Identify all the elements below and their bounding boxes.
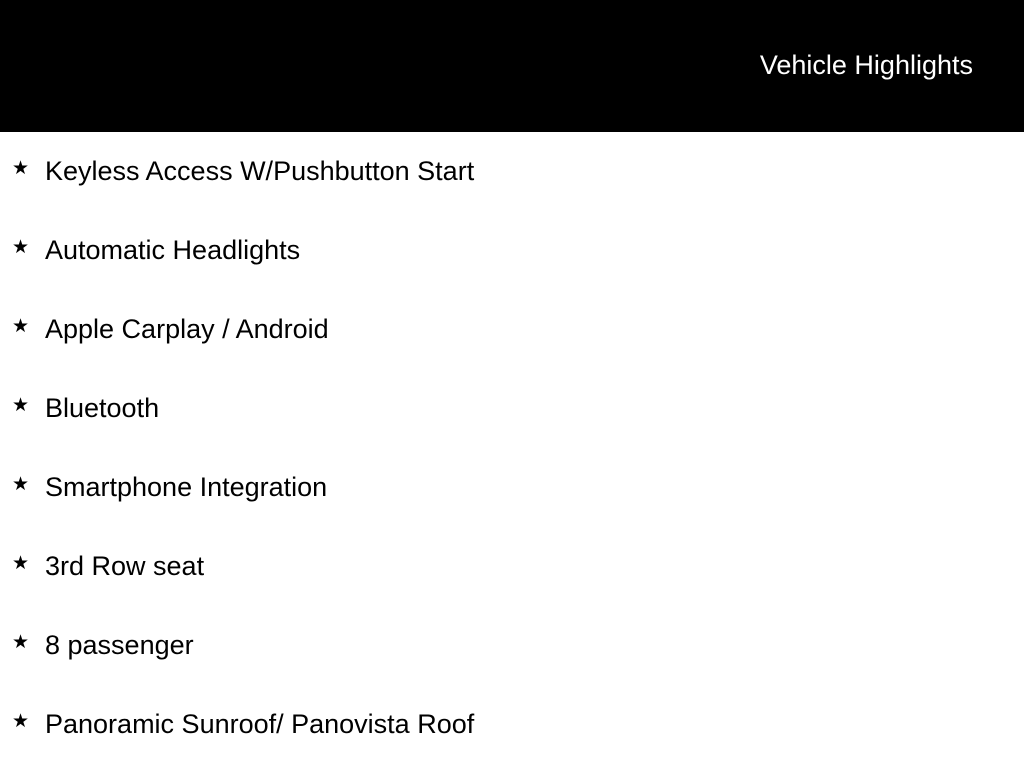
list-item-label: Automatic Headlights	[45, 235, 301, 265]
list-item	[0, 290, 1024, 369]
list-item-label: Apple Carplay / Android	[45, 314, 329, 344]
star-icon: ★	[12, 711, 30, 732]
star-icon: ★	[12, 237, 30, 258]
list-item	[0, 211, 1024, 290]
list-item-label: 8 passenger	[45, 630, 194, 660]
list-item	[0, 606, 1024, 685]
header-banner	[0, 0, 1024, 132]
star-icon: ★	[12, 395, 30, 416]
star-icon: ★	[12, 632, 30, 653]
list-item	[0, 369, 1024, 448]
list-item	[0, 527, 1024, 606]
list-item	[0, 448, 1024, 527]
star-icon: ★	[12, 316, 30, 337]
list-item-label: Keyless Access W/Pushbutton Start	[45, 156, 475, 186]
list-item-label: 3rd Row seat	[45, 551, 205, 581]
star-icon: ★	[12, 158, 30, 179]
list-item-label: Panoramic Sunroof/ Panovista Roof	[45, 709, 475, 739]
star-icon: ★	[12, 553, 30, 574]
list-item	[0, 132, 1024, 211]
list-item	[0, 685, 1024, 764]
vehicle-highlights-list	[0, 132, 1024, 764]
list-item-label: Bluetooth	[45, 393, 160, 423]
list-item-label: Smartphone Integration	[45, 472, 328, 502]
page-title: Vehicle Highlights	[759, 50, 973, 80]
star-icon: ★	[12, 474, 30, 495]
